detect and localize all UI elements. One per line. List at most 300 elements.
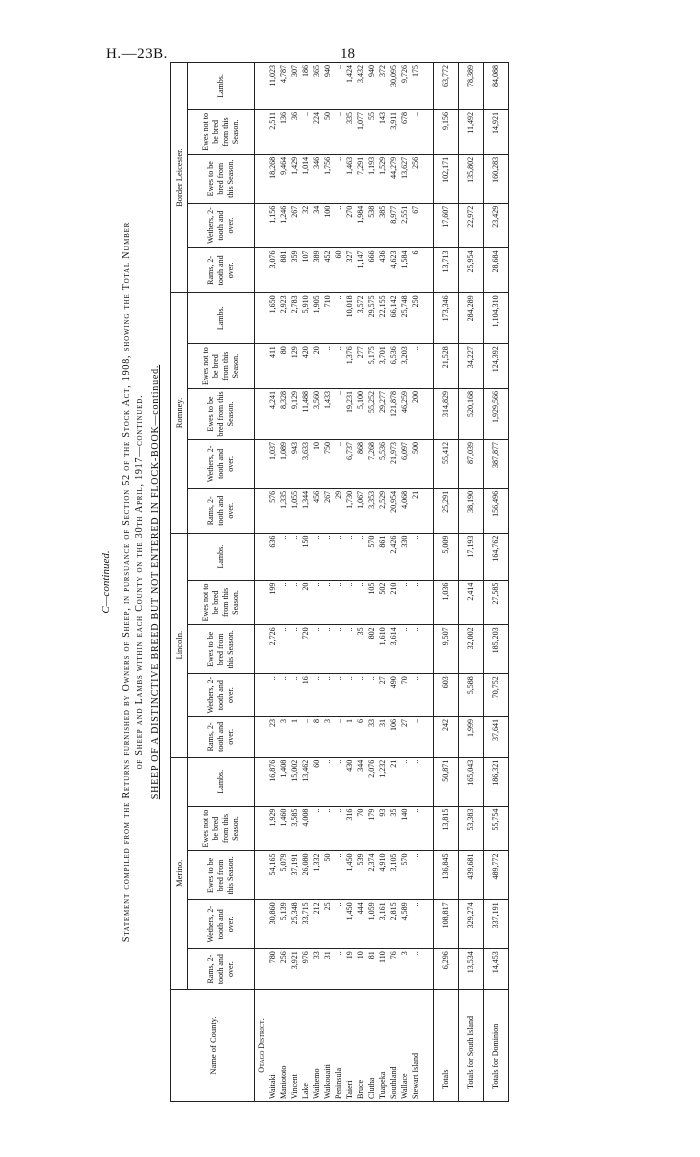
table-cell: 13,462 — [300, 757, 311, 806]
table-cell: 2,076 — [366, 757, 377, 806]
table-cell: .. — [322, 533, 333, 580]
table-cell: 256 — [410, 154, 421, 203]
table-cell: 10 — [311, 439, 322, 488]
county-name — [267, 989, 278, 1101]
table-cell: 20 — [311, 344, 322, 389]
table-cell: 7,268 — [366, 439, 377, 488]
table-cell: 385 — [377, 203, 388, 248]
header-lambs-1: Lambs. — [188, 533, 255, 580]
table-row — [333, 63, 344, 1102]
table-cell: 1,905 — [311, 293, 322, 344]
table-cell: 19,231 — [344, 389, 355, 440]
table-cell: 10 — [355, 949, 366, 990]
table-cell: 60 — [311, 757, 322, 806]
county-name — [388, 989, 399, 1101]
table-cell: 3 — [278, 717, 289, 758]
table-row — [267, 63, 278, 1102]
table-cell: .. — [333, 851, 344, 900]
table-cell: 344 — [355, 757, 366, 806]
table-cell: 8,328 — [278, 389, 289, 440]
statement-subtitle: SHEEP OF A DISTINCTIVE BREED BUT NOT ENTERED IN FLOCK-BOOK—continued. — [150, 364, 161, 800]
table-cell: 29,277 — [377, 389, 388, 440]
table-cell — [421, 949, 434, 990]
table-cell: 37,641 — [484, 717, 509, 758]
table-cell: 3,572 — [355, 293, 366, 344]
table-cell — [421, 439, 434, 488]
table-body — [255, 63, 509, 1102]
table-cell: 55,252 — [366, 389, 377, 440]
table-cell: 66,142 — [388, 293, 399, 344]
header-wethers-0: Wethers, 2-tooth and over. — [188, 900, 255, 949]
county-name — [300, 989, 311, 1101]
table-cell: 38,190 — [459, 488, 484, 533]
table-cell: 11,023 — [267, 63, 278, 110]
county-name — [410, 989, 421, 1101]
table-cell: 2,374 — [366, 851, 377, 900]
table-cell: .. — [311, 806, 322, 851]
table-cell: 436 — [377, 248, 388, 293]
table-row — [377, 63, 388, 1102]
table-cell: 8,977 — [388, 203, 399, 248]
table-cell: 943 — [289, 439, 300, 488]
table-cell: 23 — [267, 717, 278, 758]
table-cell: 9,507 — [434, 625, 459, 674]
table-cell: 1,408 — [278, 757, 289, 806]
table-cell: 678 — [399, 110, 410, 155]
table-cell — [255, 533, 268, 580]
table-cell: 50,871 — [434, 757, 459, 806]
table-cell: 5,910 — [300, 293, 311, 344]
table-cell — [421, 248, 434, 293]
table-cell: 452 — [322, 248, 333, 293]
table-cell: .. — [355, 674, 366, 717]
table-cell: 135,802 — [459, 154, 484, 203]
table-cell — [421, 533, 434, 580]
table-cell — [255, 851, 268, 900]
table-cell: 13,534 — [459, 949, 484, 990]
table-cell: 53,383 — [459, 806, 484, 851]
county-name — [322, 989, 333, 1101]
table-cell: 7,291 — [355, 154, 366, 203]
table-cell: 100 — [322, 203, 333, 248]
table-cell: 500 — [410, 439, 421, 488]
table-cell: 27 — [399, 717, 410, 758]
table-cell: 750 — [322, 439, 333, 488]
table-cell: 27 — [377, 674, 388, 717]
county-label: Taieri — [344, 1080, 354, 1099]
table-row — [410, 63, 421, 1102]
table-cell: 108,817 — [434, 900, 459, 949]
header-ewes-not-bred-3: Ewes not to be bred from this Season. — [188, 110, 255, 155]
table-cell: 21 — [388, 757, 399, 806]
table-cell: .. — [278, 580, 289, 625]
table-cell: .. — [289, 533, 300, 580]
table-cell: 337,191 — [484, 900, 509, 949]
table-cell: .. — [278, 625, 289, 674]
county-label: Waikouaiti — [322, 1064, 332, 1099]
table-cell: 186 — [300, 63, 311, 110]
table-cell: 81 — [366, 949, 377, 990]
table-cell — [421, 806, 434, 851]
table-cell — [255, 344, 268, 389]
table-cell: .. — [333, 203, 344, 248]
table-cell: .. — [322, 344, 333, 389]
table-cell: 861 — [377, 533, 388, 580]
table-cell: .. — [333, 625, 344, 674]
table-cell: .. — [300, 717, 311, 758]
table-cell: .. — [322, 625, 333, 674]
table-cell: 1,332 — [311, 851, 322, 900]
table-cell: 70 — [399, 674, 410, 717]
table-cell: .. — [344, 580, 355, 625]
table-cell — [421, 344, 434, 389]
table-row — [355, 63, 366, 1102]
table-cell: .. — [322, 806, 333, 851]
table-cell: 44,279 — [388, 154, 399, 203]
table-cell: 1,089 — [278, 439, 289, 488]
table-cell: 35 — [355, 625, 366, 674]
table-cell: 1,014 — [300, 154, 311, 203]
county-name — [434, 989, 459, 1101]
table-cell: 55 — [366, 110, 377, 155]
table-cell: 13,627 — [399, 154, 410, 203]
table-cell — [421, 757, 434, 806]
table-cell — [255, 674, 268, 717]
table-cell: .. — [311, 580, 322, 625]
table-cell: 4,910 — [377, 851, 388, 900]
table-cell: 1,147 — [355, 248, 366, 293]
table-row — [278, 63, 289, 1102]
table-cell: 67 — [410, 203, 421, 248]
table-cell: 78,389 — [459, 63, 484, 110]
table-cell: 314,829 — [434, 389, 459, 440]
table-row — [344, 63, 355, 1102]
table-cell — [255, 900, 268, 949]
totals-row — [484, 63, 509, 1102]
table-cell: 1,433 — [322, 389, 333, 440]
header-rams-3: Rams, 2-tooth and over. — [188, 248, 255, 293]
table-cell: 84,088 — [484, 63, 509, 110]
table-cell: 28,684 — [484, 248, 509, 293]
county-name — [289, 989, 300, 1101]
table-cell: 70 — [355, 806, 366, 851]
table-cell — [255, 203, 268, 248]
table-cell — [421, 674, 434, 717]
table-cell: .. — [333, 110, 344, 155]
table-cell: 1,335 — [278, 488, 289, 533]
table-cell: 23,429 — [484, 203, 509, 248]
table-cell: 11,492 — [459, 110, 484, 155]
table-cell: 27,585 — [484, 580, 509, 625]
table-cell: 242 — [434, 717, 459, 758]
table-cell: 87,039 — [459, 439, 484, 488]
table-cell: 603 — [434, 674, 459, 717]
table-cell: 18,268 — [267, 154, 278, 203]
table-cell — [255, 63, 268, 110]
table-cell: 186,321 — [484, 757, 509, 806]
table-cell — [255, 757, 268, 806]
county-label: Vincent — [289, 1074, 299, 1099]
table-cell — [255, 389, 268, 440]
table-cell — [255, 717, 268, 758]
table-cell: 21 — [410, 488, 421, 533]
county-name — [459, 989, 484, 1101]
table-cell: .. — [410, 344, 421, 389]
table-cell: .. — [289, 580, 300, 625]
table-cell: 4,241 — [267, 389, 278, 440]
table-cell: 25 — [322, 900, 333, 949]
table-cell: 4,589 — [399, 900, 410, 949]
table-cell: 34 — [311, 203, 322, 248]
table-cell: 720 — [300, 625, 311, 674]
table-cell: .. — [311, 625, 322, 674]
county-name — [421, 989, 434, 1101]
district-heading-row — [255, 63, 268, 1102]
table-cell: 16,876 — [267, 757, 278, 806]
table-cell: 387,877 — [484, 439, 509, 488]
table-cell: 9,464 — [278, 154, 289, 203]
table-cell: 2,511 — [267, 110, 278, 155]
continued-heading: C—continued. — [100, 550, 112, 614]
table-cell: 6,097 — [399, 439, 410, 488]
table-cell: 20 — [300, 580, 311, 625]
table-cell — [255, 110, 268, 155]
county-label: Peninsula — [333, 1067, 343, 1099]
county-label: Waihemo — [311, 1068, 321, 1099]
table-cell: 1,246 — [278, 203, 289, 248]
header-wethers-1: Wethers, 2-tooth and over. — [188, 674, 255, 717]
table-cell — [255, 488, 268, 533]
table-cell: 868 — [355, 439, 366, 488]
table-cell: .. — [333, 439, 344, 488]
table-cell: 1,156 — [267, 203, 278, 248]
table-cell: 185,203 — [484, 625, 509, 674]
table-cell: .. — [333, 757, 344, 806]
table-cell: .. — [410, 717, 421, 758]
table-cell: 29 — [333, 488, 344, 533]
table-cell: 107 — [300, 248, 311, 293]
table-cell: 33,715 — [300, 900, 311, 949]
table-cell: 32 — [300, 203, 311, 248]
table-cell: .. — [300, 110, 311, 155]
table-cell — [421, 900, 434, 949]
table-cell: 20,954 — [388, 488, 399, 533]
table-cell: 666 — [366, 248, 377, 293]
table-cell — [421, 851, 434, 900]
table-cell: 165,043 — [459, 757, 484, 806]
table-cell: 34,227 — [459, 344, 484, 389]
table-cell: .. — [344, 533, 355, 580]
table-cell: 14,453 — [484, 949, 509, 990]
table-cell: 576 — [267, 488, 278, 533]
header-rams-2: Rams, 2-tooth and over. — [188, 488, 255, 533]
table-cell: 1,376 — [344, 344, 355, 389]
table-cell: 3,560 — [311, 389, 322, 440]
table-cell: 212 — [311, 900, 322, 949]
header-rams-1: Rams, 2-tooth and over. — [188, 717, 255, 758]
table-cell: 2,923 — [278, 293, 289, 344]
table-cell — [255, 439, 268, 488]
sheep-table — [170, 62, 509, 1102]
caption — [100, 62, 164, 1102]
table-cell: 33 — [311, 949, 322, 990]
table-cell: 136 — [278, 110, 289, 155]
table-cell: 1,036 — [434, 580, 459, 625]
table-cell: .. — [333, 580, 344, 625]
table-cell: 110 — [377, 949, 388, 990]
table-cell: 5,588 — [459, 674, 484, 717]
table-row — [388, 63, 399, 1102]
table-cell: 3,076 — [267, 248, 278, 293]
table-cell: 1,730 — [344, 488, 355, 533]
county-label: Waitaki — [267, 1074, 277, 1099]
table-cell: 1,584 — [399, 248, 410, 293]
rotated-statement — [98, 62, 658, 1102]
table-cell: 60 — [333, 248, 344, 293]
table-cell: .. — [333, 806, 344, 851]
table-cell: 439,681 — [459, 851, 484, 900]
table-cell: 76 — [388, 949, 399, 990]
table-cell: 502 — [377, 580, 388, 625]
table-cell: 124,392 — [484, 344, 509, 389]
table-cell: 976 — [300, 949, 311, 990]
table-cell: .. — [278, 674, 289, 717]
table-cell: .. — [410, 851, 421, 900]
header-breed-border-leicester: Border Leicester. — [171, 63, 188, 293]
table-cell: 2,426 — [388, 533, 399, 580]
table-cell: 16 — [300, 674, 311, 717]
table-cell: 456 — [311, 488, 322, 533]
table-cell: 17,193 — [459, 533, 484, 580]
header-breed-merino: Merino. — [171, 757, 188, 989]
table-cell: 179 — [366, 806, 377, 851]
table-cell: .. — [333, 900, 344, 949]
table-cell — [421, 110, 434, 155]
table-cell: 9,726 — [399, 63, 410, 110]
table-cell: 160,283 — [484, 154, 509, 203]
table-cell — [421, 154, 434, 203]
table-cell: 444 — [355, 900, 366, 949]
table-cell: 31 — [322, 949, 333, 990]
table-cell: 1,059 — [366, 900, 377, 949]
table-cell: 13,815 — [434, 806, 459, 851]
table-cell: 411 — [267, 344, 278, 389]
table-cell: 70,752 — [484, 674, 509, 717]
table-cell: .. — [366, 674, 377, 717]
table-cell: 267 — [322, 488, 333, 533]
table-cell: 6 — [355, 717, 366, 758]
table-cell: 329,274 — [459, 900, 484, 949]
table-cell — [255, 625, 268, 674]
table-cell: 1,999 — [459, 717, 484, 758]
table-cell: 5,100 — [355, 389, 366, 440]
table-cell — [255, 154, 268, 203]
table-cell: 46,259 — [399, 389, 410, 440]
table-cell: 3 — [322, 717, 333, 758]
table-cell: 1,529 — [377, 154, 388, 203]
header-wethers-2: Wethers, 2-tooth and over. — [188, 439, 255, 488]
table-cell: 284,289 — [459, 293, 484, 344]
county-name — [484, 989, 509, 1101]
table-cell: 1 — [289, 717, 300, 758]
header-lambs-3: Lambs. — [188, 63, 255, 110]
header-ewes-bred-0: Ewes to be bred from this Season. — [188, 851, 255, 900]
table-cell: 256 — [278, 949, 289, 990]
spacer-row — [421, 63, 434, 1102]
table-cell: 1,429 — [289, 154, 300, 203]
county-name — [399, 989, 410, 1101]
table-cell: 5,175 — [366, 344, 377, 389]
table-cell: 3,105 — [388, 851, 399, 900]
table-cell: .. — [311, 674, 322, 717]
table-cell: 6 — [410, 248, 421, 293]
table-cell: 173,346 — [434, 293, 459, 344]
table-cell: 1,232 — [377, 757, 388, 806]
table-cell: 267 — [289, 203, 300, 248]
table-cell: 22,972 — [459, 203, 484, 248]
table-cell: 102,171 — [434, 154, 459, 203]
header-ewes-not-bred-1: Ewes not to be bred from this Season. — [188, 580, 255, 625]
table-cell: .. — [333, 949, 344, 990]
header-ewes-not-bred-2: Ewes not to be bred from this Season. — [188, 344, 255, 389]
county-label: Totals for Dominion — [491, 1023, 500, 1089]
table-cell: .. — [410, 533, 421, 580]
table-cell — [421, 63, 434, 110]
table-cell: .. — [410, 900, 421, 949]
table-cell: .. — [399, 580, 410, 625]
county-label: Otago District. — [257, 1018, 266, 1073]
header-ewes-bred-1: Ewes to be bred from this Season. — [188, 625, 255, 674]
table-cell: 346 — [311, 154, 322, 203]
table-cell: 489,772 — [484, 851, 509, 900]
table-cell: 372 — [377, 63, 388, 110]
table-cell: 21,528 — [434, 344, 459, 389]
table-cell: 365 — [311, 63, 322, 110]
table-cell: 1,077 — [355, 110, 366, 155]
table-cell: 5,079 — [278, 851, 289, 900]
table-cell: 5,139 — [278, 900, 289, 949]
table-cell: 6,536 — [388, 344, 399, 389]
table-cell: 8 — [311, 717, 322, 758]
table-cell: 940 — [322, 63, 333, 110]
table-cell: 3,585 — [289, 806, 300, 851]
table-cell: 570 — [399, 851, 410, 900]
table-cell: 420 — [300, 344, 311, 389]
table-cell: 3,203 — [399, 344, 410, 389]
table-cell: 25,348 — [289, 900, 300, 949]
table-cell: 2,414 — [459, 580, 484, 625]
table-cell: 30,860 — [267, 900, 278, 949]
table-cell: 539 — [355, 851, 366, 900]
table-cell: 63,772 — [434, 63, 459, 110]
table-cell: 520,168 — [459, 389, 484, 440]
table-cell: 1,984 — [355, 203, 366, 248]
table-cell: 25,748 — [399, 293, 410, 344]
table-cell — [255, 806, 268, 851]
table-cell: 3 — [399, 949, 410, 990]
table-cell: 13,713 — [434, 248, 459, 293]
table-cell: 1,450 — [344, 851, 355, 900]
table-cell: 1,610 — [377, 625, 388, 674]
statement-title-line-1: Statement compiled from the Returns furnished by Owners of Sheep, in pursuance of Section 52 of the Stock Act, 1908, showing the Total Number — [121, 221, 132, 943]
table-cell: 3,353 — [366, 488, 377, 533]
table-cell: 1,756 — [322, 154, 333, 203]
county-label: Clutha — [366, 1077, 376, 1099]
table-cell: 250 — [410, 293, 421, 344]
table-cell: 4,008 — [300, 806, 311, 851]
statement-title-line-2: of Sheep and Lambs within each County on the 30th April, 1917—continued. — [134, 394, 145, 770]
table-cell: 1,463 — [344, 154, 355, 203]
